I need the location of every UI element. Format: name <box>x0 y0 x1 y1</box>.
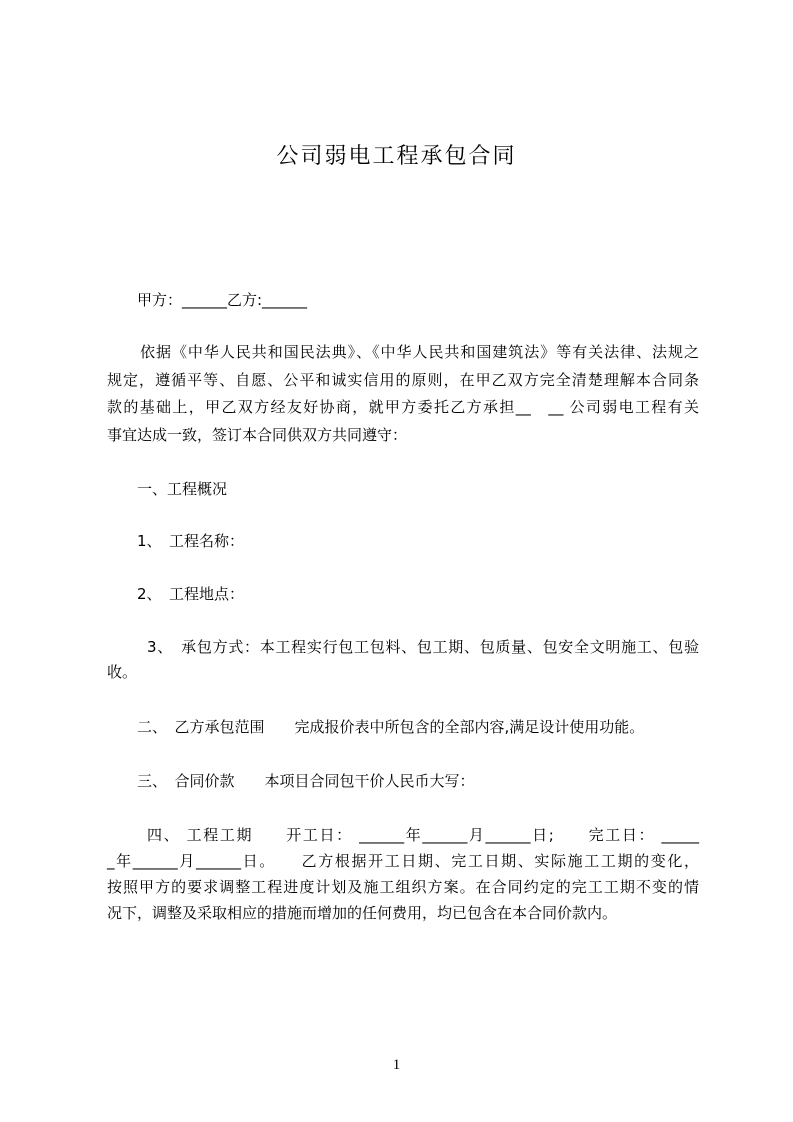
page-number: 1 <box>392 1057 401 1073</box>
section-schedule-line: 四、 工程工期 开工日： ______年______月______日; 完工日： _____ <box>147 826 699 844</box>
preamble-line: 依据《中华人民共和国民法典》、《中华人民共和国建筑法》等有关法律、法规之 <box>140 343 699 361</box>
section-3-paragraph <box>107 768 699 794</box>
contract-title: 公司弱电工程承包合同 <box>276 144 517 169</box>
contract-method-paragraph <box>107 635 699 685</box>
clause-item-project-name: 1、 工程名称： <box>137 532 245 550</box>
parties-paragraph <box>107 287 699 313</box>
section-price: 三、 合同价款 本项目合同包干价人民币大写： <box>137 772 475 790</box>
clause-item-project-location: 2、 工程地点： <box>137 585 245 603</box>
section-schedule-line: _年______月______日。 乙方根据开工日期、完工日期、实际施工工期的变化， <box>107 852 699 870</box>
section-4-paragraph <box>107 822 699 926</box>
section-2-paragraph <box>107 714 699 740</box>
section-heading: 一、工程概况 <box>137 480 228 498</box>
clause-item-contract-method-line: 3、 承包方式：本工程实行包工包料、包工期、包质量、包安全文明施工、包验 <box>147 638 699 656</box>
project-name-paragraph <box>107 528 699 554</box>
preamble-line: 规定，遵循平等、自愿、公平和诚实信用的原则，在甲乙双方完全清楚理解本合同条 <box>107 370 699 389</box>
preamble-line: 款的基础上，甲乙双方经友好协商，就甲方委托乙方承担__ __ 公司弱电工程有关 <box>107 398 699 417</box>
section-scope: 二、 乙方承包范围 完成报价表中所包含的全部内容,满足设计使用功能。 <box>137 718 645 736</box>
section-1-heading-paragraph <box>107 476 699 502</box>
preamble-paragraph <box>107 339 699 450</box>
project-location-paragraph <box>107 581 699 607</box>
preamble-line: 事宜达成一致，签订本合同供双方共同遵守： <box>107 426 408 445</box>
clause-item-contract-method-line: 收。 <box>107 663 138 681</box>
parties-line: 甲方：______乙方:______ <box>137 291 308 309</box>
section-schedule-line: 况下，调整及采取相应的措施而增加的任何费用，均已包含在本合同价款内。 <box>107 904 618 922</box>
section-schedule-line: 按照甲方的要求调整工程进度计划及施工组织方案。在合同约定的完工工期不变的情 <box>107 878 699 896</box>
